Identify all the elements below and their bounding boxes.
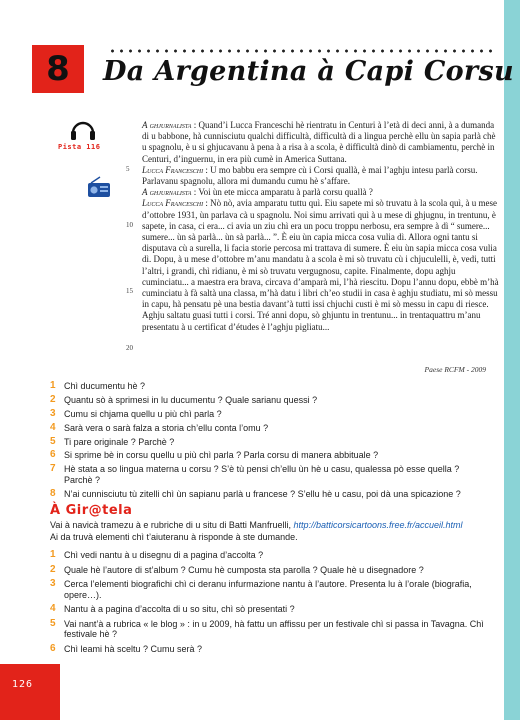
track-label: Pista 116 <box>58 143 101 151</box>
question-text: N’ai cunnisciutu tù zitelli chì ùn sapianu parlà u francese ? S’ellu hè u casu, poi dà una spicazione ? <box>64 488 461 499</box>
dialogue-text: : Nò nò, avia amparatu tuttu quì. Eiu sapete mi sò truvatu à la scola quì, à u mese d’ottobre 1931, ùn parlava cà u spagnolu. Noi simu arrivati quì à u mese di ghjugnu, in trentunu, è sapete, in casa, ci era... ci avia un ziu chì era un pocu troppu nerbosu, era sempre à dì “ sumere... sumere... ùn sà parlà... ùn sà parlà... ”. È eiu ùn capia micca cosa vulia dì. Allora ogni tantu si disputava cù a surella, li facia storie percosa mi trattava di sumere. È eiu ùn sapia micca cosa vulia dì. Dopu, à u mese d’ottobre m’anu mandatu à a scola è mi sò truvatu cù i chjuculelli, è, vedi, tutti l’altri, i grandi, chì ridianu, è mi sò truvatu vergugnosu, capite. Finalmente, dopu aghju cuminciatu... a maestra era brava, circava d’amparà mi, l’hà riescitu. Dopu l’annu dopu, ebbè m’hà cuminciatu à fà saltà una classa, m’hà datu i libri ch’eo studii in casa è aghju studiatu, mi sò messu in capu, hà pensatu pè una bestia davant’à tutti issi chjuchi custi è mi sò messu in capu di riesce. Aghju saltatu guasi tutti i corsi. Tré anni dopu, sò ghjuntu in trentunu... in trentaquattru m’anu presentatu à u certificat d’études è l’aghju pigliatu... <box>142 198 499 332</box>
question-text: Quantu sò à sprimesi in lu ducumentu ? Quale sarianu quessi ? <box>64 394 318 405</box>
dialogue-text: : U mo babbu era sempre cù i Corsi quallà, è mai l’aghju intesu parlà corsu. Parlavanu spagnolu, allora mi dumandu cumu hè s’affare. <box>142 164 478 187</box>
headphones-icon <box>68 114 98 144</box>
question-text: Chì leami hà sceltu ? Cumu serà ? <box>64 643 203 654</box>
list-item <box>50 464 490 485</box>
question-text: Sarà vera o sarà falza a storia ch’ellu conta l’omu ? <box>64 422 269 433</box>
chapter-number: 8 <box>46 49 70 89</box>
question-text: Si sprime bè in corsu quellu u più chì parla ? Parla corsu di manera abbituale ? <box>64 450 379 461</box>
list-item <box>50 579 490 600</box>
line-number: 15 <box>126 287 133 295</box>
dialogue-paragraph <box>142 187 500 198</box>
list-item <box>50 381 490 392</box>
list-item <box>50 550 490 561</box>
question-text: Cerca l’elementi biografichi chì ci deranu infurmazione nantu à l’autore. Presenta lu à l’orale (biografia, opere…). <box>64 579 472 600</box>
list-item <box>50 604 490 615</box>
question-number: 5 <box>50 435 56 447</box>
line-number: 10 <box>126 221 133 229</box>
list-item <box>50 644 490 655</box>
question-list <box>50 381 490 503</box>
intro-text-2: Ai da truvà elementi chì t’aiuteranu à risponde à ste dumande. <box>50 531 298 542</box>
list-item <box>50 450 490 461</box>
question-text: Quale hè l’autore di st’album ? Cumu hè cumposta sta parolla ? Quale hè u disegnadore ? <box>64 564 424 575</box>
dialogue-paragraph <box>142 120 500 165</box>
list-item <box>50 423 490 434</box>
speaker-name: Lucca Franceschi <box>142 164 204 175</box>
chapter-number-box <box>32 45 84 93</box>
source-credit: Paese RCFM - 2009 <box>424 365 486 374</box>
speaker-name: A ghjurnalista <box>142 120 192 130</box>
question-number: 6 <box>50 449 56 461</box>
web-question-list <box>50 550 490 658</box>
list-item <box>50 409 490 420</box>
question-text: Hè stata a so lingua materna u corsu ? S’è tù pensi ch’ellu ùn hè u casu, qualessa pò esse quella ? Parchè ? <box>64 464 460 485</box>
list-item <box>50 565 490 576</box>
question-number: 4 <box>50 603 56 614</box>
speaker-name: A ghjurnalista <box>142 187 192 198</box>
question-number: 4 <box>50 421 56 433</box>
question-number: 3 <box>50 578 56 589</box>
question-number: 2 <box>50 563 56 575</box>
dialogue-text: : Voi ùn ete micca amparatu à parlà corsu quallà ? <box>191 187 373 198</box>
question-text: Vai nant’à a rubrica « le blog » : in u 2009, hà fattu un affissu per un festivale chì si passa in Tavagna. Chì festivale hè ? <box>64 618 484 639</box>
dialogue-paragraph <box>142 165 500 187</box>
question-number: 6 <box>50 642 56 654</box>
line-number: 5 <box>126 165 130 173</box>
dialogue-text: : Quand’i Lucca Franceschi hè rientratu in Centuri à l’età di deci anni, à a dumanda di u babbone, hà cunnisciutu qualchi difficultà, difficultà di a lingua perchè ellu ùn sapia parlà chè u spagnolu, è u si ghjucavanu à pena à a risa à a scola, è difficultà dinò di cambiamentu, perchè in Centuri, d’inguernu, in era più cumè in America Suttana. <box>142 120 496 164</box>
dotted-rule <box>108 48 498 54</box>
question-text: Nantu à a pagina d’accolta di u so situ, chì sò presentati ? <box>64 604 295 614</box>
list-item <box>50 619 490 640</box>
page-number-box <box>0 664 60 720</box>
interview-text <box>142 120 500 333</box>
list-item <box>50 489 490 500</box>
question-text: Chì vedi nantu à u disegnu di a pagina d’accolta ? <box>64 550 264 560</box>
line-number: 20 <box>126 344 133 352</box>
question-number: 5 <box>50 617 56 629</box>
dialogue-paragraph <box>142 198 500 332</box>
question-text: Cumu si chjama quellu u più chì parla ? <box>64 408 222 419</box>
page-number: 126 <box>12 679 34 690</box>
speaker-name: Lucca Franceschi <box>142 198 204 209</box>
question-number: 8 <box>50 487 56 499</box>
list-item <box>50 437 490 448</box>
question-number: 3 <box>50 407 56 419</box>
question-number: 1 <box>50 380 56 391</box>
list-item <box>50 395 490 406</box>
question-text: Chì ducumentu hè ? <box>64 381 146 391</box>
question-number: 2 <box>50 393 56 405</box>
intro-text: Vai à navicà tramezu à e rubriche di u situ di Batti Manfruelli, <box>50 520 294 530</box>
chapter-title: Da Argentina à Capi Corsu <box>103 56 514 87</box>
question-number: 1 <box>50 549 56 560</box>
radio-icon <box>86 176 112 198</box>
section-intro <box>50 520 490 543</box>
side-color-bar <box>504 0 520 720</box>
section-heading: À Gir@tela <box>50 503 133 518</box>
question-number: 7 <box>50 463 56 475</box>
website-link[interactable]: http://batticorsicartoons.free.fr/accueil.html <box>293 520 463 530</box>
question-text: Ti pare originale ? Parchè ? <box>64 436 175 447</box>
